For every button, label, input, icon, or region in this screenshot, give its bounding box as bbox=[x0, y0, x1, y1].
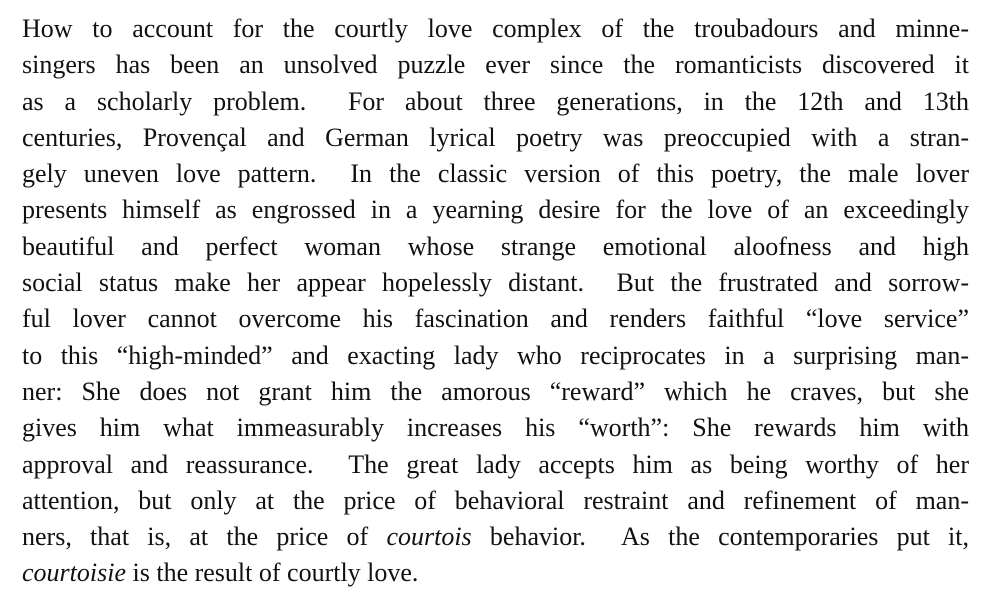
text-line bbox=[22, 338, 969, 374]
text-segment: beautiful and perfect woman whose strange emotional aloofness and high bbox=[22, 231, 969, 261]
text-line bbox=[22, 555, 969, 591]
text-line bbox=[22, 519, 969, 555]
text-line bbox=[22, 192, 969, 228]
text-segment: social status make her appear hopelessly distant. But the frustrated and sorrow- bbox=[22, 268, 969, 298]
text-line bbox=[22, 120, 969, 156]
text-segment: gives him what immeasurably increases his “worth”: She rewards him with bbox=[22, 413, 969, 443]
text-line bbox=[22, 483, 969, 519]
text-segment: ful lover cannot overcome his fascination and renders faithful “love service” bbox=[22, 304, 969, 334]
text-segment: singers has been an unsolved puzzle ever since the romanticists discovered it bbox=[22, 50, 969, 80]
text-line bbox=[22, 301, 969, 337]
text-segment: ners, that is, at the price of bbox=[22, 522, 387, 552]
text-segment: behavior. As the contemporaries put it, bbox=[471, 522, 969, 552]
text-line bbox=[22, 410, 969, 446]
text-line bbox=[22, 447, 969, 483]
text-line bbox=[22, 47, 969, 83]
text-line bbox=[22, 229, 969, 265]
text-segment: is the result of courtly love. bbox=[126, 558, 419, 588]
text-line bbox=[22, 11, 969, 47]
italic-text-segment: courtois bbox=[386, 522, 472, 552]
text-segment: ner: She does not grant him the amorous “reward” which he craves, but she bbox=[22, 376, 969, 406]
body-paragraph bbox=[22, 11, 969, 592]
text-segment: presents himself as engrossed in a yearning desire for the love of an exceedingly bbox=[22, 195, 969, 225]
text-segment: approval and reassurance. The great lady accepts him as being worthy of her bbox=[22, 449, 969, 479]
text-segment: centuries, Provençal and German lyrical poetry was preoccupied with a stran- bbox=[22, 122, 969, 152]
text-line bbox=[22, 265, 969, 301]
text-segment: as a scholarly problem. For about three generations, in the 12th and 13th bbox=[22, 86, 969, 116]
text-segment: to this “high-minded” and exacting lady who reciprocates in a surprising man- bbox=[22, 340, 969, 370]
text-segment: gely uneven love pattern. In the classic version of this poetry, the male lover bbox=[22, 159, 969, 189]
text-segment: attention, but only at the price of behavioral restraint and refinement of man- bbox=[22, 485, 969, 515]
italic-text-segment: courtoisie bbox=[22, 558, 126, 588]
text-segment: How to account for the courtly love complex of the troubadours and minne- bbox=[22, 14, 969, 43]
text-line bbox=[22, 374, 969, 410]
text-line bbox=[22, 156, 969, 192]
text-line bbox=[22, 84, 969, 120]
